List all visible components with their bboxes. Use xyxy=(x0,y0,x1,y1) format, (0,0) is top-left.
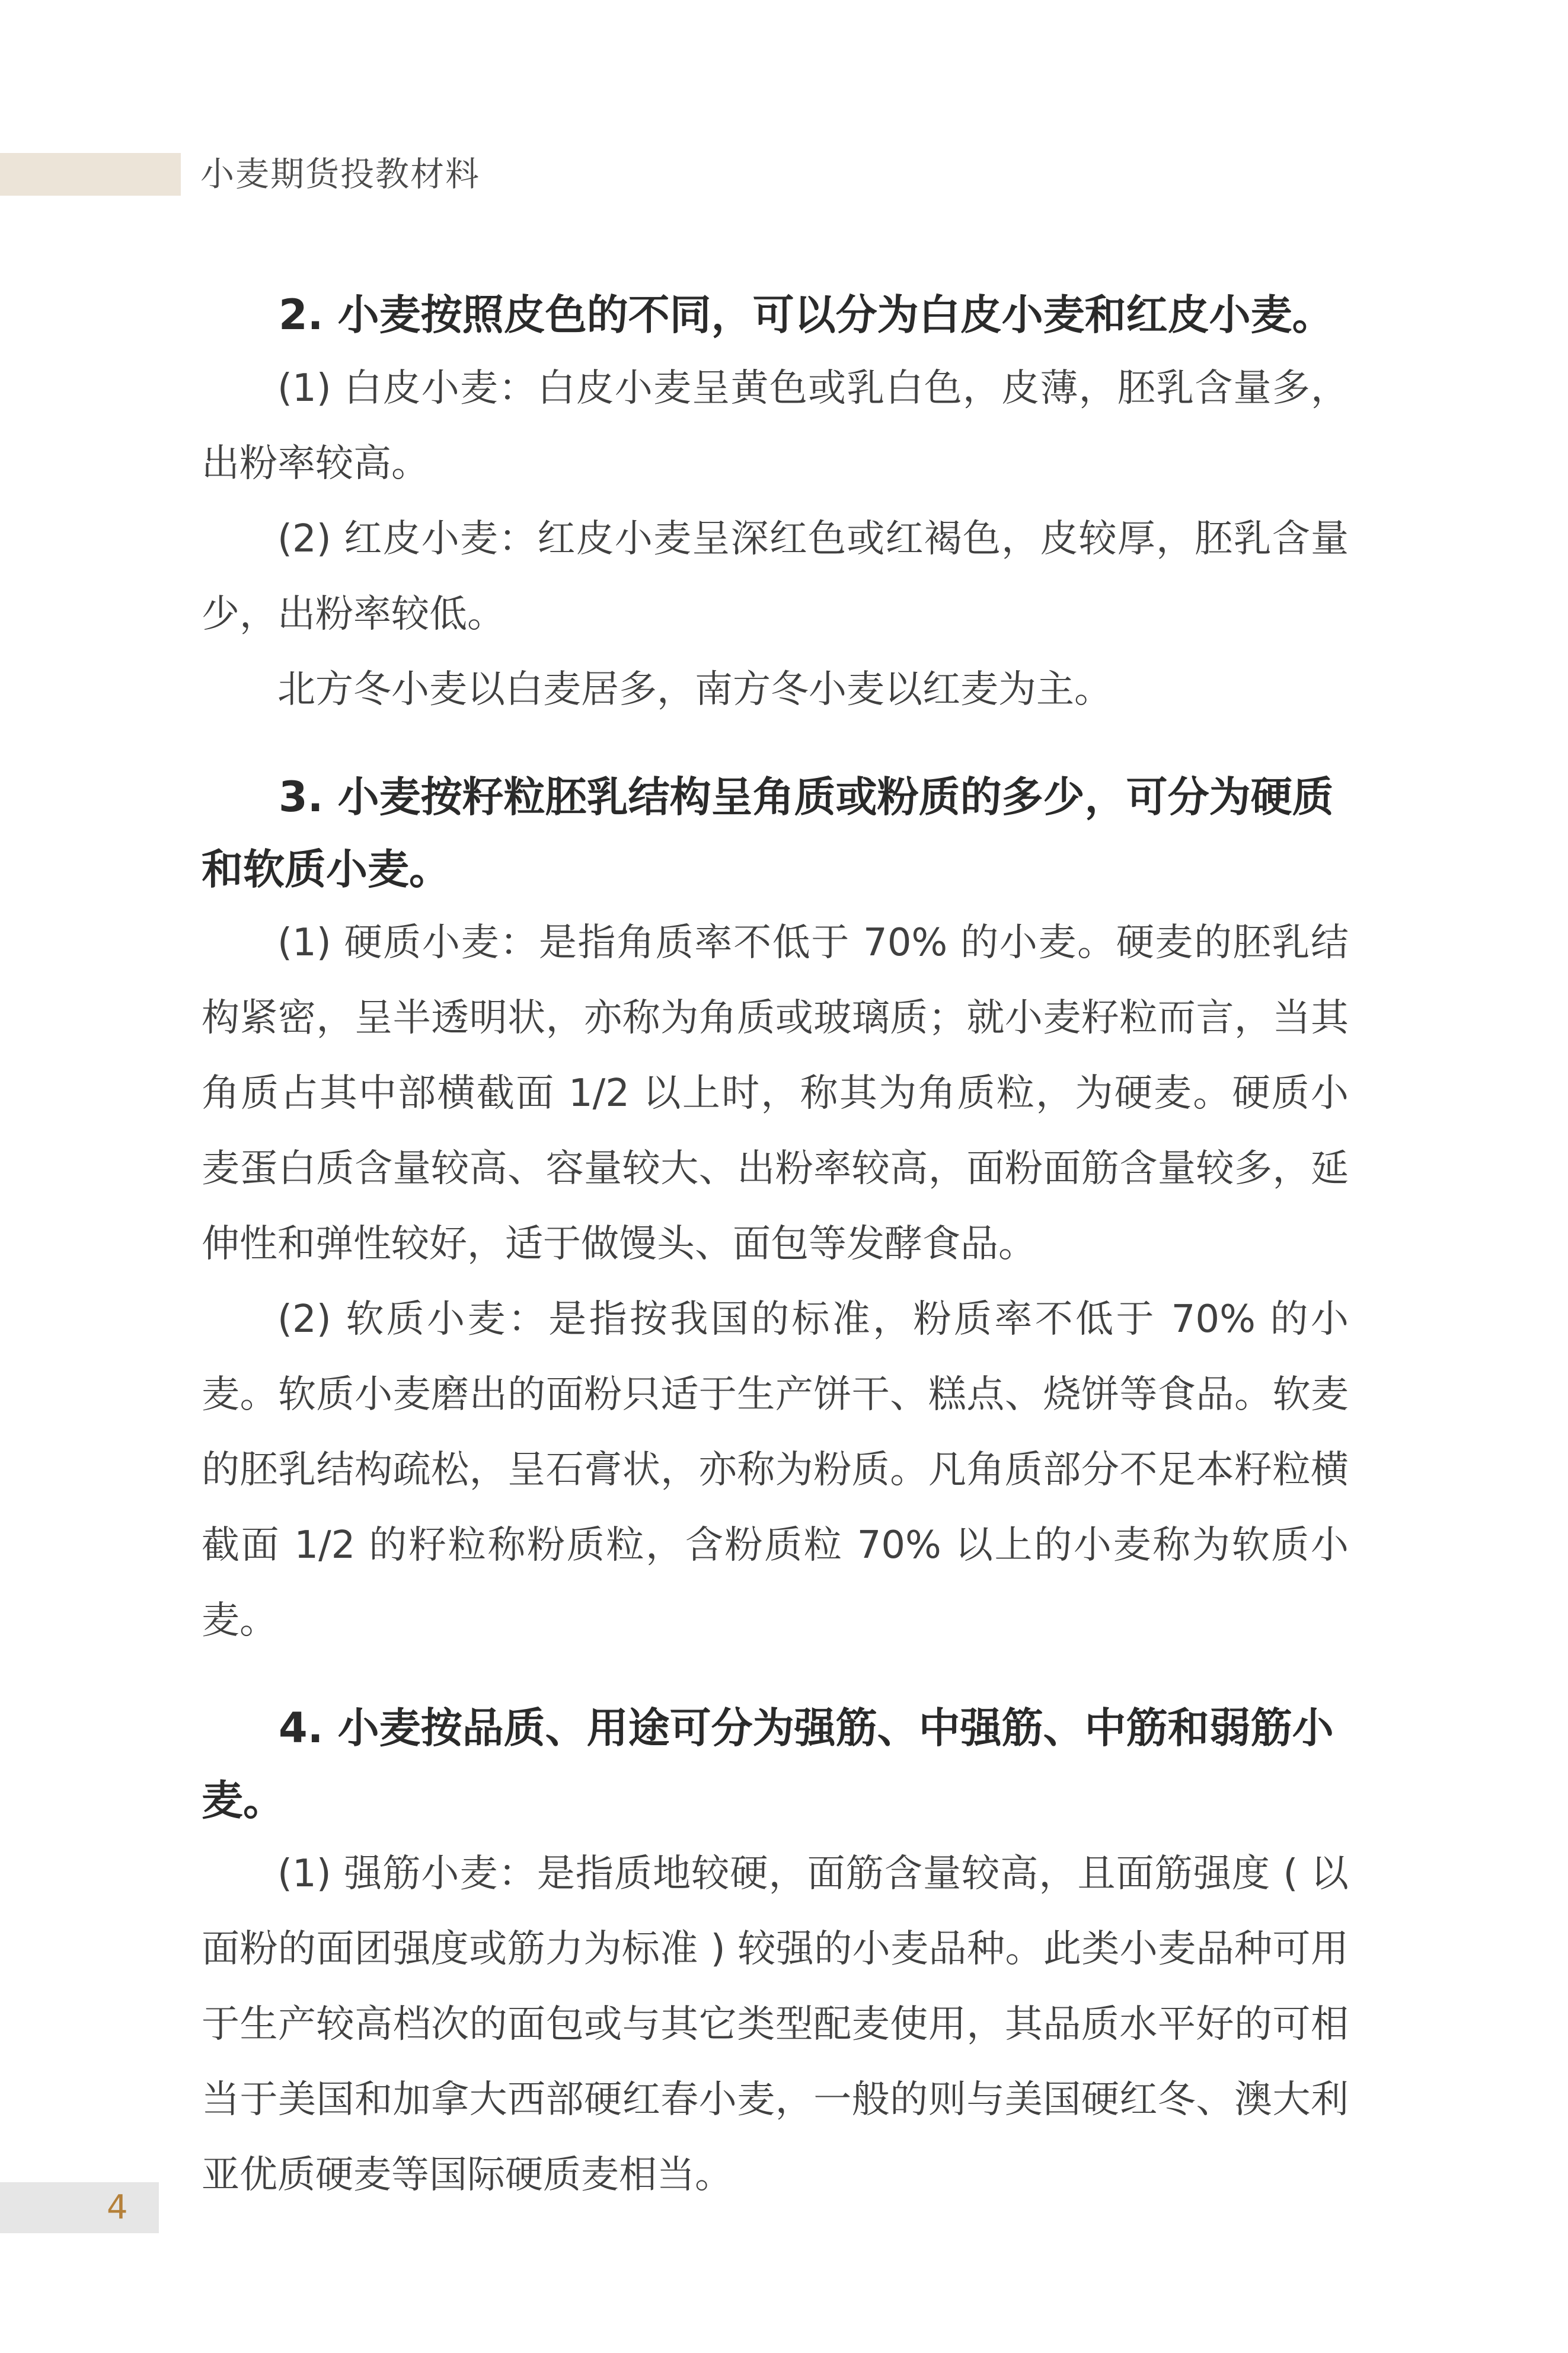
section-spacer xyxy=(202,728,1349,761)
section-heading: 2. 小麦按照皮色的不同，可以分为白皮小麦和红皮小麦。 xyxy=(279,291,1334,339)
paragraph: 北方冬小麦以白麦居多，南方冬小麦以红麦为主。 xyxy=(277,668,1112,712)
page-number: 4 xyxy=(107,2188,128,2227)
section-spacer xyxy=(202,1659,1349,1692)
page-number-box xyxy=(0,2182,159,2233)
paragraph: (1) 强筋小麦：是指质地较硬，面筋含量较高，且面筋强度 ( 以面粉的面团强度或筋力为标准 ) 较强的小麦品种。此类小麦品种可用于生产较高档次的面包或与其它类型配麦使用，其品质水平好的可相当于美国和加拿大西部硬红春小麦，一般的则与美国硬红冬、澳大利亚优质硬麦等国际硬质麦相当。 xyxy=(202,1852,1349,2197)
header-accent-bar xyxy=(0,153,181,196)
section-skin-color xyxy=(202,279,1349,728)
section-heading: 4. 小麦按品质、用途可分为强筋、中强筋、中筋和弱筋小麦。 xyxy=(202,1704,1334,1825)
section-quality-usage xyxy=(202,1692,1349,2213)
section-endosperm-structure xyxy=(202,761,1349,1659)
paragraph: (2) 红皮小麦：红皮小麦呈深红色或红褐色，皮较厚，胚乳含量少，出粉率较低。 xyxy=(202,517,1349,636)
paragraph: (1) 白皮小麦：白皮小麦呈黄色或乳白色，皮薄，胚乳含量多，出粉率较高。 xyxy=(202,366,1349,486)
paragraph: (2) 软质小麦：是指按我国的标准，粉质率不低于 70% 的小麦。软质小麦磨出的面粉只适于生产饼干、糕点、烧饼等食品。软麦的胚乳结构疏松，呈石膏状，亦称为粉质。凡角质部分不足本籽粒横截面 1/2 的籽粒称粉质粒，含粉质粒 70% 以上的小麦称为软质小麦。 xyxy=(202,1297,1349,1643)
running-header-title: 小麦期货投教材料 xyxy=(200,155,480,194)
paragraph: (1) 硬质小麦：是指角质率不低于 70% 的小麦。硬麦的胚乳结构紧密，呈半透明状，亦称为角质或玻璃质；就小麦籽粒而言，当其角质占其中部横截面 1/2 以上时，称其为角质粒，为硬麦。硬质小麦蛋白质含量较高、容量较大、出粉率较高，面粉面筋含量较多，延伸性和弹性较好，适于做馒头、面包等发酵食品。 xyxy=(202,921,1349,1266)
section-heading: 3. 小麦按籽粒胚乳结构呈角质或粉质的多少，可分为硬质和软质小麦。 xyxy=(202,773,1334,894)
page-body xyxy=(202,279,1349,2213)
